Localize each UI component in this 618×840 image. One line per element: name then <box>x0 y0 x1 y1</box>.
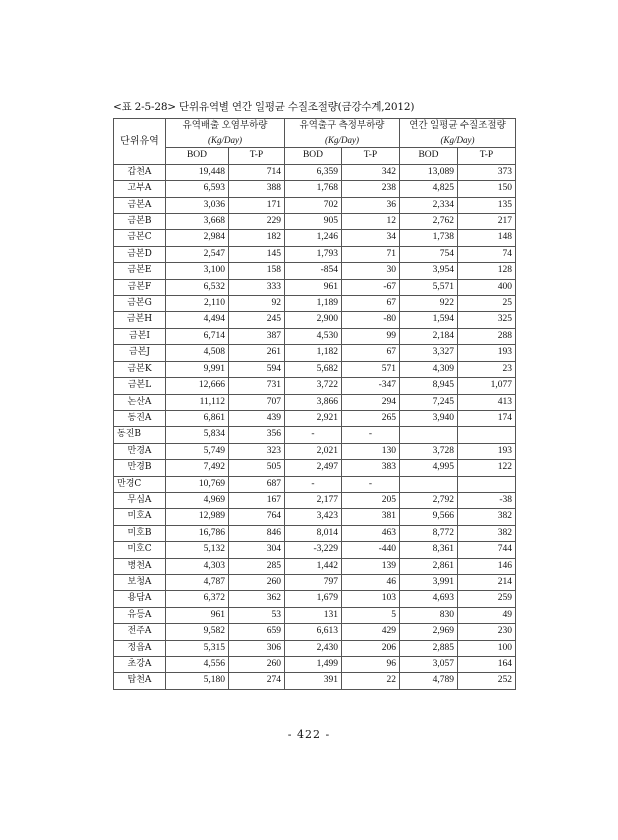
value-cell: 13,089 <box>400 164 458 180</box>
watershed-name-cell: 동진A <box>114 410 166 426</box>
value-cell: 22 <box>342 673 400 689</box>
value-cell: 4,530 <box>285 328 342 344</box>
value-cell: 67 <box>342 296 400 312</box>
value-cell: 4,789 <box>400 673 458 689</box>
value-cell: 238 <box>342 181 400 197</box>
subheader-bod: BOD <box>285 148 342 164</box>
value-cell: 2,110 <box>166 296 229 312</box>
table-row <box>114 296 516 312</box>
value-cell: 2,497 <box>285 460 342 476</box>
value-cell: 12 <box>342 214 400 230</box>
value-cell: 3,940 <box>400 410 458 426</box>
value-cell: 230 <box>458 624 516 640</box>
watershed-name-cell: 금본F <box>114 279 166 295</box>
value-cell: 2,430 <box>285 640 342 656</box>
value-cell: 6,861 <box>166 410 229 426</box>
value-cell: 2,921 <box>285 410 342 426</box>
value-cell: 25 <box>458 296 516 312</box>
value-cell: 74 <box>458 246 516 262</box>
value-cell: 400 <box>458 279 516 295</box>
value-cell: 36 <box>342 197 400 213</box>
watershed-name-cell: 정읍A <box>114 640 166 656</box>
value-cell <box>400 476 458 492</box>
value-cell: 323 <box>229 443 285 459</box>
value-cell: 571 <box>342 361 400 377</box>
value-cell: -67 <box>342 279 400 295</box>
value-cell: 744 <box>458 542 516 558</box>
value-cell: 961 <box>166 607 229 623</box>
value-cell: 288 <box>458 328 516 344</box>
table-row <box>114 624 516 640</box>
watershed-name-cell: 금본E <box>114 263 166 279</box>
group-title: 연간 일평균 수질조절량 <box>409 121 506 131</box>
value-cell: 164 <box>458 657 516 673</box>
value-cell: 4,693 <box>400 591 458 607</box>
table-row <box>114 312 516 328</box>
value-cell: 19,448 <box>166 164 229 180</box>
value-cell: 797 <box>285 574 342 590</box>
value-cell: 3,668 <box>166 214 229 230</box>
watershed-name-cell: 무심A <box>114 492 166 508</box>
table-row <box>114 640 516 656</box>
value-cell: 2,900 <box>285 312 342 328</box>
value-cell: 285 <box>229 558 285 574</box>
table-row <box>114 230 516 246</box>
value-cell: 429 <box>342 624 400 640</box>
table-row <box>114 607 516 623</box>
watershed-name-cell: 금본A <box>114 197 166 213</box>
watershed-name-cell: 보청A <box>114 574 166 590</box>
value-cell: 150 <box>458 181 516 197</box>
value-cell: 53 <box>229 607 285 623</box>
table-row <box>114 492 516 508</box>
row-header-unit-watershed: 단위유역 <box>114 119 166 165</box>
value-cell: - <box>285 427 342 443</box>
value-cell: 71 <box>342 246 400 262</box>
value-cell: -854 <box>285 263 342 279</box>
watershed-name-cell: 만경A <box>114 443 166 459</box>
value-cell: 103 <box>342 591 400 607</box>
table-row <box>114 509 516 525</box>
value-cell: 2,184 <box>400 328 458 344</box>
value-cell: 294 <box>342 394 400 410</box>
value-cell <box>400 427 458 443</box>
value-cell: 5,315 <box>166 640 229 656</box>
value-cell: -440 <box>342 542 400 558</box>
value-cell: - <box>342 476 400 492</box>
value-cell: 6,372 <box>166 591 229 607</box>
value-cell: 92 <box>229 296 285 312</box>
table-row <box>114 361 516 377</box>
value-cell: 6,714 <box>166 328 229 344</box>
value-cell: 139 <box>342 558 400 574</box>
value-cell: 4,508 <box>166 345 229 361</box>
value-cell: -347 <box>342 378 400 394</box>
value-cell: -38 <box>458 492 516 508</box>
value-cell: 3,991 <box>400 574 458 590</box>
value-cell: 274 <box>229 673 285 689</box>
value-cell: 505 <box>229 460 285 476</box>
value-cell: 5,180 <box>166 673 229 689</box>
value-cell: 4,995 <box>400 460 458 476</box>
value-cell: 30 <box>342 263 400 279</box>
watershed-name-cell: 금본G <box>114 296 166 312</box>
value-cell: 99 <box>342 328 400 344</box>
value-cell: 2,762 <box>400 214 458 230</box>
value-cell: 1,189 <box>285 296 342 312</box>
value-cell: 333 <box>229 279 285 295</box>
subheader-tp: T-P <box>458 148 516 164</box>
value-cell: 100 <box>458 640 516 656</box>
value-cell: 205 <box>342 492 400 508</box>
value-cell: 2,792 <box>400 492 458 508</box>
value-cell: 2,547 <box>166 246 229 262</box>
value-cell: 3,100 <box>166 263 229 279</box>
value-cell: 131 <box>285 607 342 623</box>
value-cell: 961 <box>285 279 342 295</box>
value-cell: 381 <box>342 509 400 525</box>
value-cell: 146 <box>458 558 516 574</box>
value-cell: 229 <box>229 214 285 230</box>
value-cell: 707 <box>229 394 285 410</box>
value-cell: 304 <box>229 542 285 558</box>
table-row <box>114 246 516 262</box>
group-header-measured-load <box>285 119 400 148</box>
group-title: 유역출구 측정부하량 <box>299 121 385 131</box>
value-cell: 383 <box>342 460 400 476</box>
subheader-tp: T-P <box>229 148 285 164</box>
value-cell: 23 <box>458 361 516 377</box>
table-row <box>114 181 516 197</box>
table-row <box>114 427 516 443</box>
table-row <box>114 591 516 607</box>
value-cell: 174 <box>458 410 516 426</box>
value-cell: 714 <box>229 164 285 180</box>
value-cell: 388 <box>229 181 285 197</box>
value-cell: 245 <box>229 312 285 328</box>
value-cell: 659 <box>229 624 285 640</box>
value-cell: 6,359 <box>285 164 342 180</box>
value-cell <box>458 476 516 492</box>
value-cell: 3,327 <box>400 345 458 361</box>
subheader-tp: T-P <box>342 148 400 164</box>
watershed-name-cell: 전주A <box>114 624 166 640</box>
value-cell: 387 <box>229 328 285 344</box>
value-cell: 167 <box>229 492 285 508</box>
value-cell: 2,969 <box>400 624 458 640</box>
value-cell: 96 <box>342 657 400 673</box>
value-cell: 2,885 <box>400 640 458 656</box>
value-cell: 5,571 <box>400 279 458 295</box>
value-cell: 3,728 <box>400 443 458 459</box>
value-cell: 362 <box>229 591 285 607</box>
value-cell: 8,772 <box>400 525 458 541</box>
watershed-name-cell: 탑천A <box>114 673 166 689</box>
value-cell: 5 <box>342 607 400 623</box>
value-cell: 148 <box>458 230 516 246</box>
value-cell: 382 <box>458 525 516 541</box>
value-cell: 3,057 <box>400 657 458 673</box>
value-cell: 260 <box>229 574 285 590</box>
value-cell: 206 <box>342 640 400 656</box>
value-cell: 306 <box>229 640 285 656</box>
group-title: 유역배출 오염부하량 <box>182 121 268 131</box>
value-cell: 8,014 <box>285 525 342 541</box>
value-cell: 830 <box>400 607 458 623</box>
value-cell: -80 <box>342 312 400 328</box>
value-cell: 439 <box>229 410 285 426</box>
value-cell: 1,793 <box>285 246 342 262</box>
value-cell: 5,834 <box>166 427 229 443</box>
group-unit: (Kg/Day) <box>325 135 359 146</box>
value-cell: 145 <box>229 246 285 262</box>
value-cell: 325 <box>458 312 516 328</box>
value-cell: 1,499 <box>285 657 342 673</box>
value-cell: 67 <box>342 345 400 361</box>
value-cell: 252 <box>458 673 516 689</box>
value-cell: 4,969 <box>166 492 229 508</box>
value-cell: 413 <box>458 394 516 410</box>
value-cell: 5,749 <box>166 443 229 459</box>
value-cell: 2,177 <box>285 492 342 508</box>
value-cell: 122 <box>458 460 516 476</box>
watershed-name-cell: 미호C <box>114 542 166 558</box>
table-row <box>114 214 516 230</box>
value-cell: 10,769 <box>166 476 229 492</box>
watershed-name-cell: 금본L <box>114 378 166 394</box>
value-cell: 9,582 <box>166 624 229 640</box>
value-cell: 9,566 <box>400 509 458 525</box>
table-row <box>114 378 516 394</box>
table-row <box>114 394 516 410</box>
value-cell: 731 <box>229 378 285 394</box>
value-cell: 764 <box>229 509 285 525</box>
value-cell: 6,532 <box>166 279 229 295</box>
value-cell: 356 <box>229 427 285 443</box>
watershed-name-cell: 금본I <box>114 328 166 344</box>
watershed-name-cell: 만경B <box>114 460 166 476</box>
value-cell: 3,722 <box>285 378 342 394</box>
watershed-name-cell: 병천A <box>114 558 166 574</box>
watershed-name-cell: 초강A <box>114 657 166 673</box>
value-cell: 3,954 <box>400 263 458 279</box>
group-unit: (Kg/Day) <box>208 135 242 146</box>
subheader-bod: BOD <box>400 148 458 164</box>
value-cell: 158 <box>229 263 285 279</box>
table-row <box>114 197 516 213</box>
value-cell: 391 <box>285 673 342 689</box>
value-cell: 130 <box>342 443 400 459</box>
value-cell: 594 <box>229 361 285 377</box>
value-cell: 9,991 <box>166 361 229 377</box>
value-cell: 1,442 <box>285 558 342 574</box>
watershed-name-cell: 갑천A <box>114 164 166 180</box>
value-cell: 382 <box>458 509 516 525</box>
value-cell: 905 <box>285 214 342 230</box>
watershed-name-cell: 고부A <box>114 181 166 197</box>
value-cell: 846 <box>229 525 285 541</box>
value-cell: - <box>342 427 400 443</box>
page-number: - 422 - <box>287 728 331 741</box>
value-cell: 1,594 <box>400 312 458 328</box>
table-row <box>114 263 516 279</box>
value-cell: 214 <box>458 574 516 590</box>
value-cell: 3,866 <box>285 394 342 410</box>
watershed-name-cell: 동진B <box>114 427 166 443</box>
value-cell: 135 <box>458 197 516 213</box>
watershed-name-cell: 금본D <box>114 246 166 262</box>
value-cell: 12,666 <box>166 378 229 394</box>
value-cell: 7,492 <box>166 460 229 476</box>
value-cell: 34 <box>342 230 400 246</box>
value-cell: 193 <box>458 345 516 361</box>
value-cell: 687 <box>229 476 285 492</box>
value-cell: 5,682 <box>285 361 342 377</box>
watershed-name-cell: 금본J <box>114 345 166 361</box>
value-cell: 4,303 <box>166 558 229 574</box>
value-cell: 702 <box>285 197 342 213</box>
value-cell: 3,036 <box>166 197 229 213</box>
table-row <box>114 460 516 476</box>
value-cell <box>458 427 516 443</box>
group-header-regulation <box>400 119 516 148</box>
value-cell: 1,246 <box>285 230 342 246</box>
value-cell: 3,423 <box>285 509 342 525</box>
group-unit: (Kg/Day) <box>440 135 475 146</box>
watershed-name-cell: 금본B <box>114 214 166 230</box>
value-cell: 1,738 <box>400 230 458 246</box>
table-row <box>114 164 516 180</box>
value-cell: 11,112 <box>166 394 229 410</box>
value-cell: 2,334 <box>400 197 458 213</box>
value-cell: 4,825 <box>400 181 458 197</box>
value-cell: 182 <box>229 230 285 246</box>
table-row <box>114 345 516 361</box>
value-cell: 8,361 <box>400 542 458 558</box>
value-cell: 128 <box>458 263 516 279</box>
value-cell: 6,593 <box>166 181 229 197</box>
table-row <box>114 542 516 558</box>
value-cell: 922 <box>400 296 458 312</box>
value-cell: 16,786 <box>166 525 229 541</box>
value-cell: 5,132 <box>166 542 229 558</box>
value-cell: 4,494 <box>166 312 229 328</box>
value-cell: 463 <box>342 525 400 541</box>
watershed-name-cell: 미호B <box>114 525 166 541</box>
watershed-name-cell: 용담A <box>114 591 166 607</box>
value-cell: 6,613 <box>285 624 342 640</box>
value-cell: 1,182 <box>285 345 342 361</box>
value-cell: 46 <box>342 574 400 590</box>
watershed-name-cell: 금본H <box>114 312 166 328</box>
value-cell: 1,768 <box>285 181 342 197</box>
value-cell: 373 <box>458 164 516 180</box>
table-row <box>114 657 516 673</box>
table-row <box>114 558 516 574</box>
table-row <box>114 328 516 344</box>
value-cell: 2,021 <box>285 443 342 459</box>
table-row <box>114 443 516 459</box>
watershed-name-cell: 금본C <box>114 230 166 246</box>
value-cell: 8,945 <box>400 378 458 394</box>
value-cell: 259 <box>458 591 516 607</box>
value-cell: 193 <box>458 443 516 459</box>
watershed-name-cell: 유등A <box>114 607 166 623</box>
value-cell: 265 <box>342 410 400 426</box>
table-caption: <표 2-5-28> 단위유역별 연간 일평균 수질조절량(금강수계,2012) <box>113 101 415 113</box>
value-cell: 171 <box>229 197 285 213</box>
value-cell: 1,077 <box>458 378 516 394</box>
table-row <box>114 525 516 541</box>
value-cell: 4,556 <box>166 657 229 673</box>
value-cell: 12,989 <box>166 509 229 525</box>
table-row <box>114 673 516 689</box>
group-header-discharge-load <box>166 119 285 148</box>
value-cell: 4,309 <box>400 361 458 377</box>
table-row <box>114 476 516 492</box>
value-cell: 261 <box>229 345 285 361</box>
value-cell: 2,984 <box>166 230 229 246</box>
value-cell: 217 <box>458 214 516 230</box>
value-cell: 260 <box>229 657 285 673</box>
watershed-name-cell: 논산A <box>114 394 166 410</box>
subheader-bod: BOD <box>166 148 229 164</box>
watershed-name-cell: 미호A <box>114 509 166 525</box>
table-row <box>114 279 516 295</box>
value-cell: 49 <box>458 607 516 623</box>
value-cell: 7,245 <box>400 394 458 410</box>
value-cell: - <box>285 476 342 492</box>
water-quality-table <box>113 118 516 690</box>
table-row <box>114 574 516 590</box>
table-row <box>114 410 516 426</box>
value-cell: 4,787 <box>166 574 229 590</box>
value-cell: 2,861 <box>400 558 458 574</box>
value-cell: 754 <box>400 246 458 262</box>
value-cell: -3,229 <box>285 542 342 558</box>
value-cell: 1,679 <box>285 591 342 607</box>
watershed-name-cell: 만경C <box>114 476 166 492</box>
value-cell: 342 <box>342 164 400 180</box>
table-body <box>114 164 516 689</box>
watershed-name-cell: 금본K <box>114 361 166 377</box>
